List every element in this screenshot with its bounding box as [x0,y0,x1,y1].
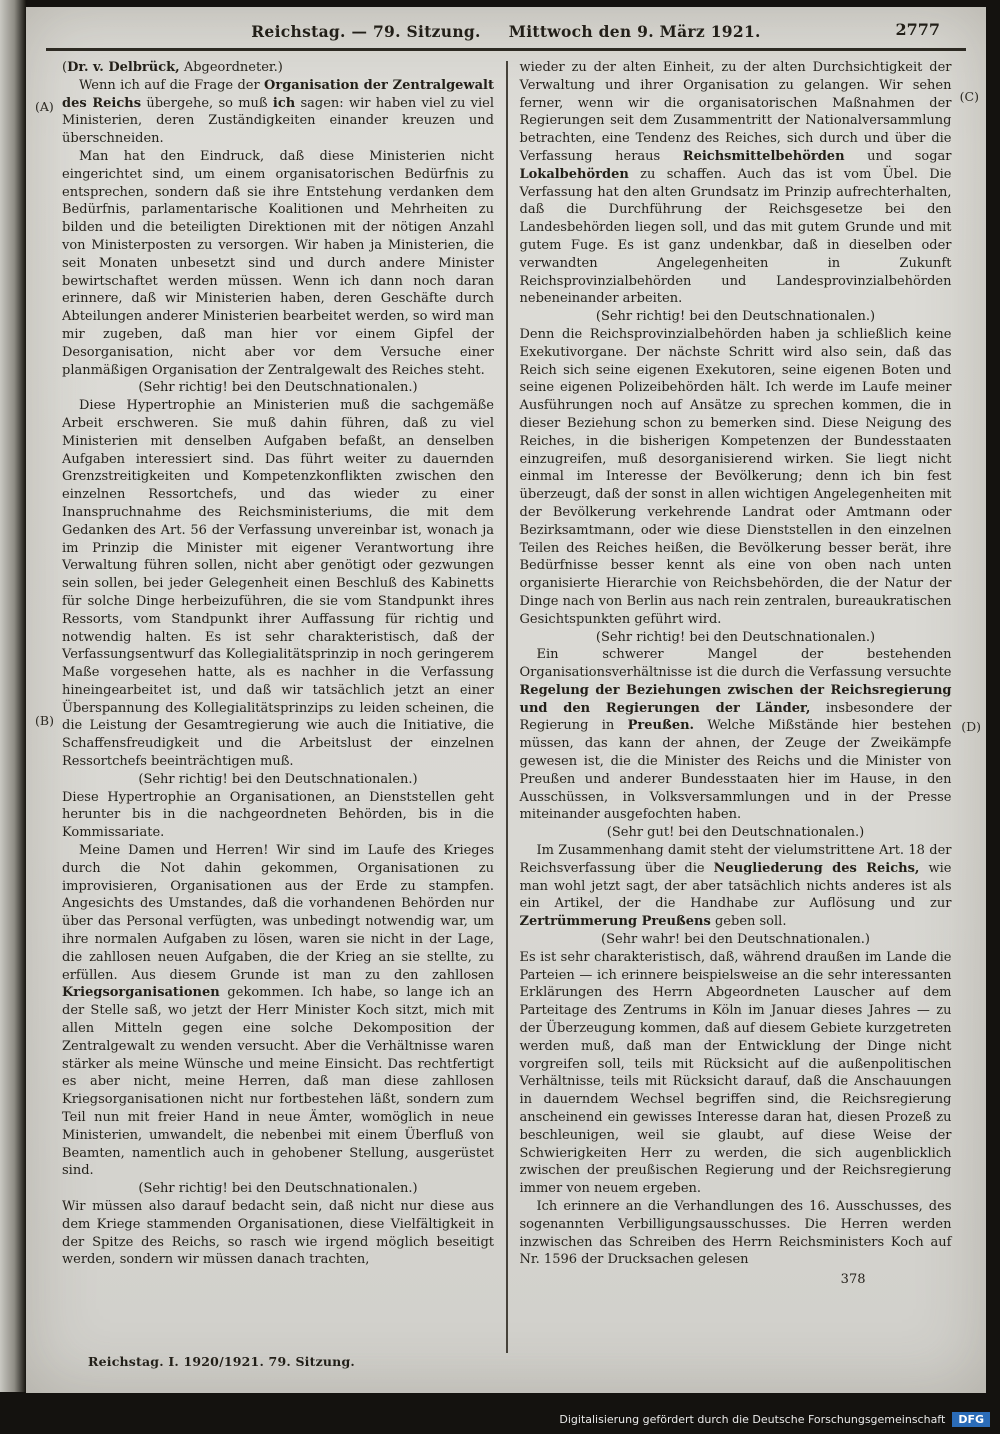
attribution-text: Digitalisierung gefördert durch die Deutsche Forschungsgemeinschaft [559,1413,946,1426]
emphasis-text: Reichsmittelbehörden [682,148,845,164]
emphasis-text: Zertrümmerung Preußens [519,914,711,930]
digitization-attribution [559,1412,990,1427]
text-segment: Ein schwerer Mangel der bestehenden Organisationsverhältnisse ist die durch die Verfassung versuchte [519,647,952,681]
text-segment: Wir müssen also darauf bedacht sein, daß nicht nur diese aus dem Kriege stammenden Organisationen, diese Vielfältigkeit in der Spitze des Reichs, so rasch wie irgend möglich beseitigt werden, sondern wir müssen danach trachten, [62,1199,494,1268]
text-segment: Abgeordneter.) [179,60,283,75]
page-header [26,7,986,45]
page-footer: Reichstag. I. 1920/1921. 79. Sitzung. [88,1354,355,1369]
text-segment: Denn die Reichsprovinzialbehörden haben ja schließlich keine Exekutivorgane. Der nächste Schritt wird also sein, daß das Reich sich seine eigenen Exekutoren, seine eigenen Boten und seine eigenen Polizeibehörden hält. Ich werde im Laufe meiner Ausführungen noch auf Ansätze zu sprechen kommen, die in dieser Beziehung schon zu bemerken sind. Diese Neigung des Reiches, in die bisherigen Kompetenzen der Bundesstaaten einzugreifen, muß desorganisierend wirken. Sie liegt nicht einmal im Interesse der Bevölkerung; denn ich bin fest überzeugt, daß der sonst in allen wichtigen Angelegenheiten mit der Bevölkerung verkehrende Landrat oder Amtmann oder Bezirksamtmann, oder wie diese Dienststellen in den einzelnen Teilen des Reiches heißen, die Bevölkerung besser berät, ihre Bedürfnisse besser kennt als eine von oben nach unten organisierte Hierarchie von Reichsbehörden, die der Natur der Dinge nach von Berlin aus nach rein zentralen, bureaukratischen Gesichtspunkten geführt wird. [519,326,952,627]
emphasis-text: Preußen. [627,718,695,734]
page-number: 2777 [895,20,940,39]
paragraph [520,646,952,824]
text-segment: Diese Hypertrophie an Organisationen, an Dienststellen geht herunter bis in die nachgeordneten Behörden, bis in die Kommissariate. [62,789,494,841]
paragraph [62,789,494,842]
text-segment: Es ist sehr charakteristisch, daß, während draußen im Lande die Parteien — ich erinnere beispielsweise an die sehr interessanten Erklärungen des Herrn Abgeordneten Lauscher auf dem Parteitage des Zentrums in Köln im Januar dieses Jahres — zu der Überzeugung kommen, daß auf diesem Gebiete kurzgetreten werden muß, daß man der Entwicklung der Dinge nicht vorgreifen soll, teils mit Rücksicht auf die außenpolitischen Verhältnisse, teils mit Rücksicht darauf, daß die Anschauungen in dauerndem Wechsel begriffen sind, die Reichsregierung anscheinend ein gewisses Interesse daran hat, diesen Prozeß zu beschleunigen, weil sie glaubt, auf diese Weise der Schwierigkeiten Herr zu werden, die sich augenblicklich zwischen der preußischen Regierung und der Reichsregierung immer von neuem ergeben. [519,949,952,1197]
text-segment: gekommen. Ich habe, so lange ich an der Stelle saß, wo jetzt der Herr Minister Koch sitzt, mich mit allen Mitteln gegen eine solche Dekomposition der Zentralgewalt zu wenden versucht. Aber die Verhältnisse waren stärker als meine Wünsche und meine Einsicht. Das rechtfertigt es aber nicht, meine Herren, daß man diese zahllosen Kriegsorganisationen nicht nur fortbestehen läßt, sondern zum Teil nun mit freier Hand in neue Ämter, womöglich in neue Ministerien, umwandelt, die nebenbei mit einem Überfluß von Beamten, namentlich auch in gehobener Stellung, ausgerüstet sind. [62,985,494,1179]
paragraph [62,842,494,1180]
text-segment: zu schaffen. Auch das ist vom Übel. Die Verfassung hat den alten Grundsatz im Prinzip aufrechterhalten, daß die Durchführung der Reichsgesetze bei den Landesbehörden liegen soll, und das mit gutem Grunde und mit gutem Fuge. Es ist ganz undenkbar, daß in dieselben oder verwandten Angelegenheiten in Zukunft Reichsprovinzialbehörden und Landesprovinzialbehörden nebeneinander arbeiten. [519,166,952,307]
emphasis-text: ich [272,95,296,111]
text-segment: übergehe, so muß [141,95,273,111]
text-segment: (Sehr gut! bei den Deutschnationalen.) [606,825,865,841]
text-segment: geben soll. [710,914,787,930]
paragraph [62,77,494,148]
text-segment: Meine Damen und Herren! Wir sind im Laufe des Krieges durch die Not dahin gekommen, Organisationen zu improvisieren, Organisationen aus der Erde zu stampfen. Angesichts des Umstandes, daß die vorhandenen Behörden nur über das Personal verfügten, was unbedingt notwendig war, um ihre normalen Aufgaben zu lösen, waren sie nicht in der Lage, die zahllosen neuen Aufgaben, die der Krieg an sie stellte, zu erfüllen. Aus diesem Grunde ist man zu den zahllosen [62,843,494,983]
interjection [520,824,952,842]
column-marker-c: (C) [959,89,979,104]
session-date: Mittwoch den 9. März 1921. [508,22,761,41]
text-segment: Wenn ich auf die Frage der [79,77,265,93]
text-segment: Diese Hypertrophie an Ministerien muß die sachgemäße Arbeit erschweren. Sie muß dahin führen, daß zu viel Ministerien mit denselben Aufgaben befaßt, an denselben Aufgaben interessiert sind. Das führt weiter zu dauernden Grenzstreitigkeiten und Kompetenzkonflikten zwischen den einzelnen Ressortchefs, und das wieder zu einer Inanspruchnahme des Reichsministeriums, die mit dem Gedanken des Art. 56 der Verfassung unvereinbar ist, wonach ja im Prinzip die Minister mit eigener Verantwortung ihre Verwaltung führen sollen, nicht aber genötigt oder gezwungen sein sollen, bei jeder Gelegenheit einen Beschluß des Kabinetts für solche Dinge herbeizuführen, die sie vom Standpunkt ihres Ressorts, vom Standpunkt ihrer Auffassung für richtig und notwendig halten. Es ist sehr charakteristisch, daß der Verfassungsentwurf das Kollegialitätsprinzip in noch geringerem Maße vorgesehen hatte, als es nachher in die Verfassung hineingearbeitet ist, und daß wir tatsächlich jetzt an einer Überspannung des Kollegialitätsprinzips zu leiden scheinen, die die Leistung der Gesamtregierung wie auch die Initiative, die Schaffensfreudigkeit und die Arbeitslust der einzelnen Ressortchefs beeinträchtigen muß. [62,398,494,770]
emphasis-text: Neugliederung des Reichs, [713,860,920,876]
text-segment: (Sehr richtig! bei den Deutschnationalen.) [595,309,876,325]
paragraph [520,949,952,1198]
text-segment: insbesondere der Regierung in [519,700,952,734]
left-column [62,59,494,1353]
interjection [62,379,494,397]
column-marker-b: (B) [35,713,54,728]
interjection [62,1180,494,1198]
interjection [520,629,952,647]
interjection [520,308,952,326]
text-columns [26,51,986,1353]
text-segment: (Sehr richtig! bei den Deutschnationalen.) [138,380,418,396]
text-segment: (Sehr richtig! bei den Deutschnationalen.) [595,629,876,645]
column-divider [506,61,508,1353]
text-segment: und sogar [844,148,952,164]
paragraph [520,326,952,629]
text-segment: Man hat den Eindruck, daß diese Ministerien nicht eingerichtet sind, um einem organisatorischen Bedürfnis zu entsprechen, sondern daß sie ihre Entstehung verdanken dem Bedürfnis, parlamentarische Koalitionen und Mehrheiten zu bilden und die beteiligten Direktionen mit der nötigen Anzahl von Ministerposten zu versorgen. Wir haben ja Ministerien, die seit Monaten unbesetzt sind und durch andere Minister bewirtschaftet werden müssen. Wenn ich dann noch daran erinnere, daß wir Ministerien haben, deren Geschäfte durch Abteilungen anderer Ministerien bearbeitet werden, so wird man mir zugeben, daß man hier vor einem Gipfel der Desorganisation, nicht aber vor dem Versuche einer planmäßigen Organisation der Zentralgewalt des Reiches steht. [62,148,494,378]
interjection [520,931,952,949]
emphasis-text: Organisation der Zentralgewalt des Reichs [62,77,494,111]
emphasis-text: Lokalbehörden [519,166,629,182]
text-segment: (Sehr richtig! bei den Deutschnationalen.) [138,771,418,787]
text-segment: (Sehr richtig! bei den Deutschnationalen.) [138,1181,418,1197]
emphasis-text: Dr. v. Delbrück, [67,60,180,75]
emphasis-text: Regelung der Beziehungen zwischen der Reichsregierung und den Regierungen der Länder, [519,682,952,716]
text-segment: wieder zu der alten Einheit, zu der alten Durchsichtigkeit der Verwaltung und ihrer Organisation zu gelangen. Wir sehen ferner, wenn wir die organisatorischen Maßnahmen der Regierungen seit dem Zusammentritt der Nationalversammlung betrachten, eine Tendenz des Reiches, sich durch und über die Verfassung heraus [519,60,952,164]
paragraph [520,842,952,931]
scan-edge [0,0,26,1392]
text-segment: Welche Mißstände hier bestehen müssen, das kann der ahnen, der Zeuge der Zweikämpfe gewesen ist, die die Minister des Reichs und die Minister von Preußen und anderer Bundesstaaten hier im Hause, in den Ausschüssen, in Volksversammlungen und in der Presse miteinander ausgefochten haben. [519,718,952,823]
text-segment: (Sehr wahr! bei den Deutschnationalen.) [601,932,870,948]
document-page [26,7,986,1393]
paragraph [62,1198,494,1269]
speaker-line [62,59,494,77]
interjection [62,771,494,789]
text-segment: wie man wohl jetzt sagt, der aber tatsächlich nichts anderes ist als ein Artikel, der die Handhabe zur Auflösung und zur [519,860,952,912]
header-title [26,22,986,41]
paragraph [520,1198,952,1269]
paragraph [520,59,952,308]
dfg-logo: DFG [952,1412,990,1427]
right-column [520,59,952,1353]
column-marker-d: (D) [961,719,981,734]
column-marker-a: (A) [35,99,54,114]
text-segment: Im Zusammenhang damit steht der vielumstrittene Art. 18 der Reichsverfassung über die [519,843,952,876]
emphasis-text: Kriegsorganisationen [62,985,220,1001]
sheet-number: 378 [840,1272,866,1288]
paragraph [62,397,494,771]
text-segment: Ich erinnere an die Verhandlungen des 16. Ausschusses, des sogenannten Verbilligungsausschusses. Die Herren werden inzwischen das Schreiben des Herrn Reichsministers Koch auf Nr. 1596 der Drucksachen gelesen [519,1199,952,1268]
text-segment: ( [62,60,68,75]
paragraph [62,148,494,379]
text-segment: sagen: wir haben viel zu viel Ministerien, deren Zuständigkeiten einander kreuzen und überschneiden. [62,95,495,147]
session-title: Reichstag. — 79. Sitzung. [251,22,481,41]
